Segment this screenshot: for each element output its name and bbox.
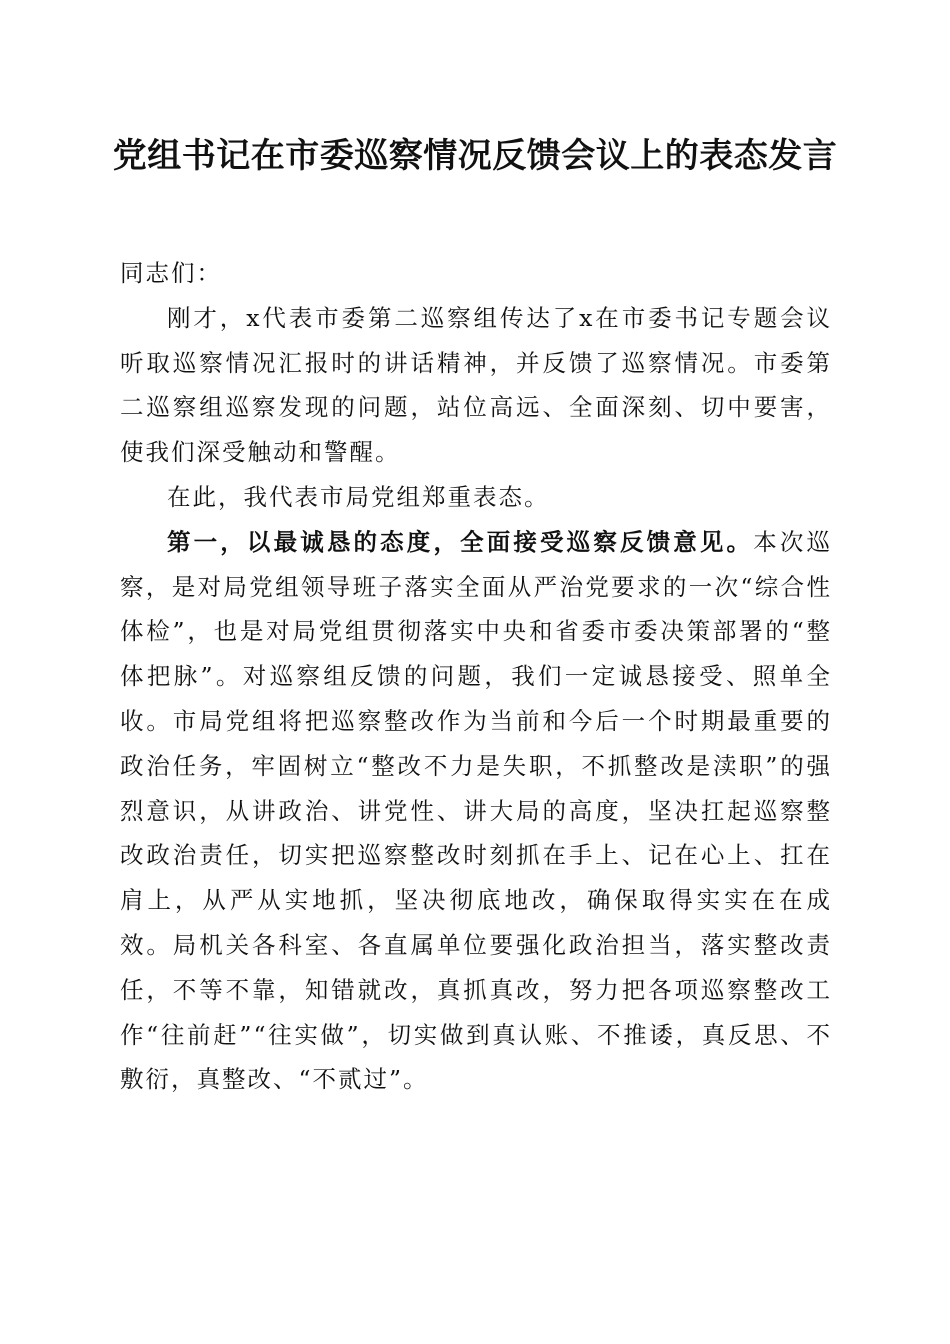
paragraph-2: [120, 475, 832, 520]
document-body: [120, 251, 832, 1102]
paragraph-3: [120, 520, 832, 1102]
paragraph-3-text: 本次巡察，是对局党组领导班子落实全面从严治党要求的一次“综合性体检”，也是对局党组贯彻落实中央和省委市委决策部署的“整体把脉”。对巡察组反馈的问题，我们一定诚恳接受、照单全收。市局党组将把巡察整改作为当前和今后一个时期最重要的政治任务，牢固树立“整改不力是失职，不抓整改是渎职”的强烈意识，从讲政治、讲党性、讲大局的高度，坚决扛起巡察整改政治责任，切实把巡察整改时刻抓在手上、记在心上、扛在肩上，从严从实地抓，坚决彻底地改，确保取得实实在在成效。局机关各科室、各直属单位要强化政治担当，落实整改责任，不等不靠，知错就改，真抓真改，努力把各项巡察整改工作“往前赶”“往实做”，切实做到真认账、不推诿，真反思、不敷衍，真整改、“不贰过”。: [120, 527, 833, 1094]
salutation: 同志们：: [120, 259, 222, 287]
paragraph-2-text: 在此，我代表市局党组郑重表态。: [167, 482, 550, 511]
paragraph-1-text: 刚才，x代表市委第二巡察组传达了x在市委书记专题会议听取巡察情况汇报时的讲话精神，并反馈了巡察情况。市委第二巡察组巡察发现的问题，站位高远、全面深刻、切中要害，使我们深受触动和警醒。: [120, 303, 832, 467]
paragraph-3-lead: 第一，以最诚恳的态度，全面接受巡察反馈意见。: [167, 527, 754, 556]
document-title: 党组书记在市委巡察情况反馈会议上的表态发言: [112, 136, 838, 176]
paragraph-1: [120, 296, 832, 475]
